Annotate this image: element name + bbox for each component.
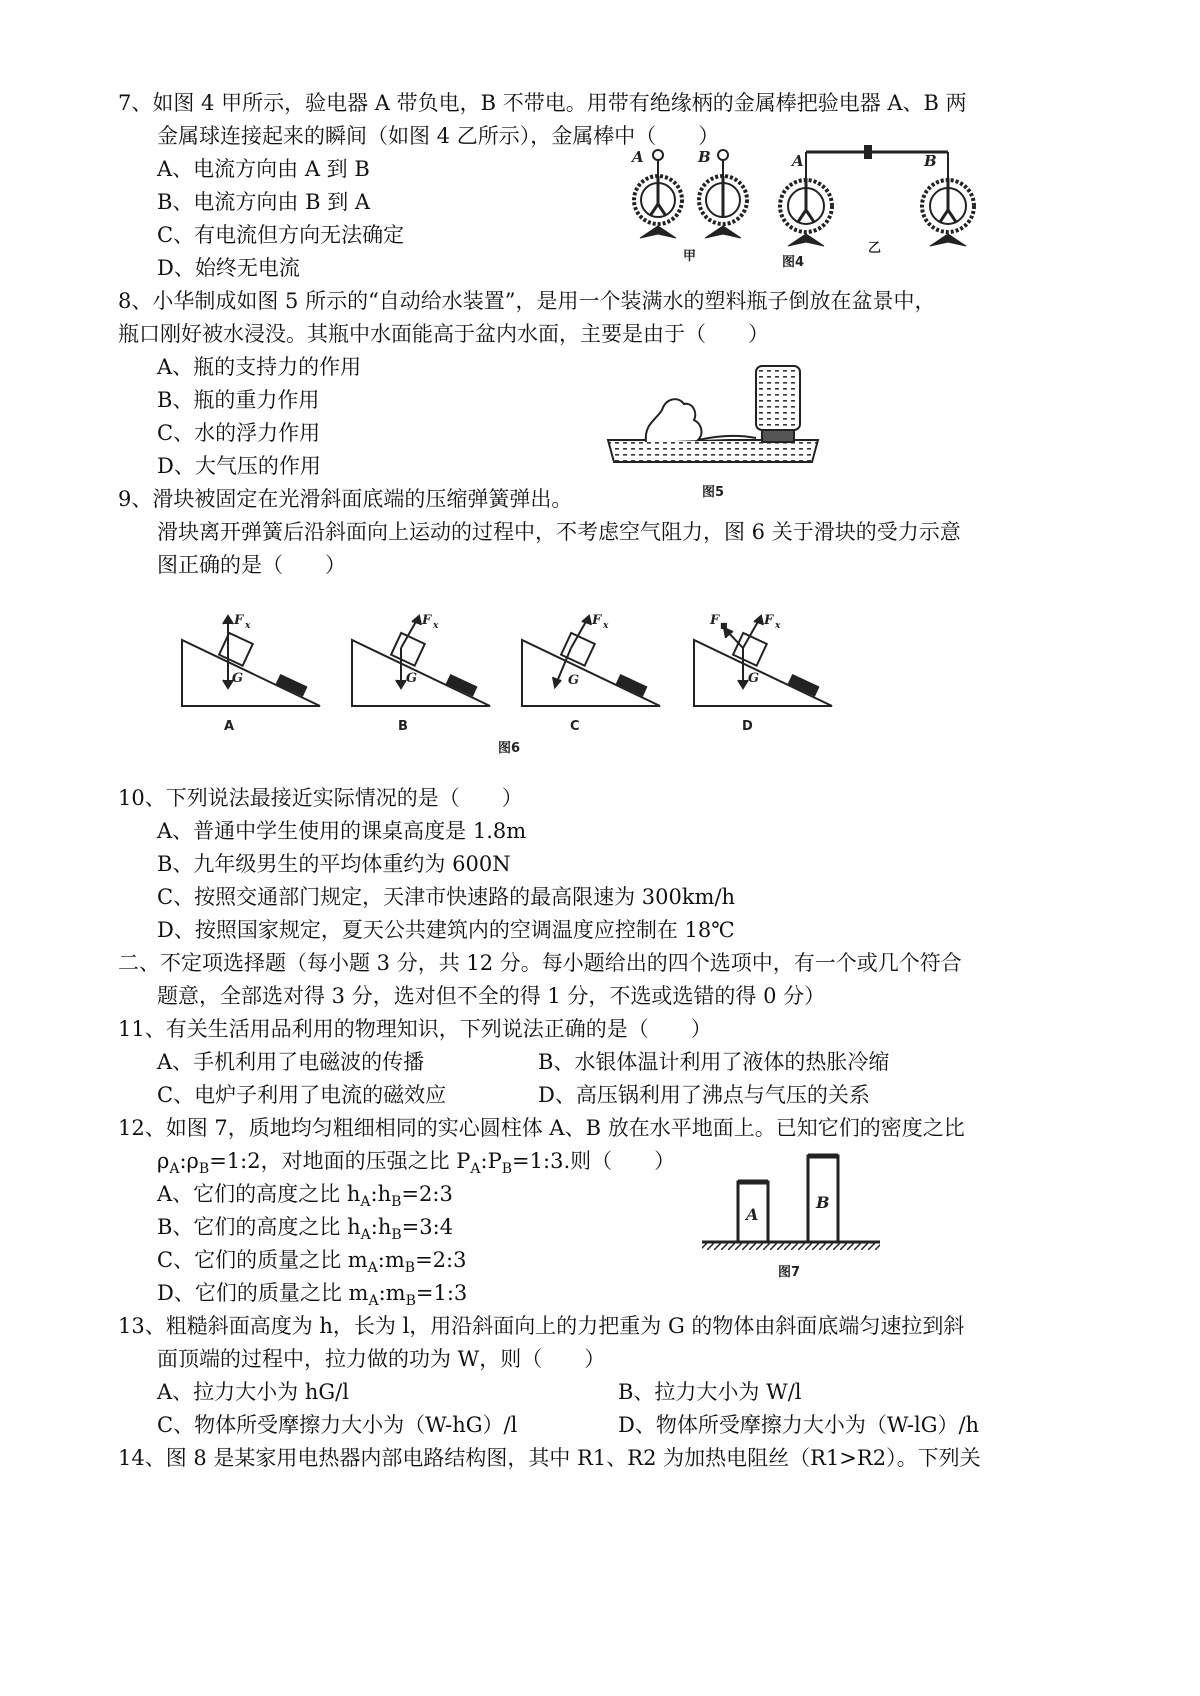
q7-stem-line1: 7、如图 4 甲所示，验电器 A 带负电，B 不带电。用带有绝缘柄的金属棒把验电器 A、B 两 [118, 91, 967, 115]
q10-stem: 10、下列说法最接近实际情况的是（ ） [118, 786, 523, 810]
p-sub-b: B [501, 1161, 513, 1178]
fig6-d-force-n: F [764, 613, 774, 628]
fig6-a-force-sub: x [245, 621, 251, 631]
q12-stem-mid: =1:2，对地面的压强之比 P [209, 1149, 471, 1173]
fig4-label-b1: B [698, 148, 711, 166]
q11-option-c: C、电炉子利用了电流的磁效应 [157, 1083, 447, 1107]
q8-option-a: A、瓶的支持力的作用 [157, 355, 362, 379]
q9-stem-line1: 9、滑块被固定在光滑斜面底端的压缩弹簧弹出。 [118, 487, 573, 511]
fig6-caption: 图6 [498, 741, 521, 756]
fig6-label-b: B [398, 719, 408, 734]
incline-a [182, 616, 320, 706]
q13-stem-line1: 13、粗糙斜面高度为 h，长为 l，用沿斜面向上的力把重为 G 的物体由斜面底端匀速拉到斜 [118, 1314, 965, 1338]
incline-d [694, 616, 832, 706]
fig4-caption: 图4 [782, 255, 805, 270]
q7-stem-line2: 金属球连接起来的瞬间（如图 4 乙所示），金属棒中（ ） [157, 124, 720, 148]
fig4-label-b2: B [924, 152, 937, 170]
fig6-label-c: C [570, 719, 580, 734]
fig6-c-gravity: G [568, 673, 580, 688]
fig6-d-force-sub: x [775, 621, 781, 631]
q13-option-d: D、物体所受摩擦力大小为（W-lG）/h [618, 1413, 980, 1437]
q8-stem-line1: 8、小华制成如图 5 所示的“自动给水装置”，是用一个装满水的塑料瓶子倒放在盆景中， [118, 289, 936, 313]
q7-option-c: C、有电流但方向无法确定 [157, 223, 405, 247]
q12-ratio-sep: :ρ [179, 1149, 199, 1173]
q14-stem-line1: 14、图 8 是某家用电热器内部电路结构图，其中 R1、R2 为加热电阻丝（R1>R2）。下列关 [118, 1446, 981, 1470]
electroscope-a-connected [780, 152, 832, 246]
q7-option-d: D、始终无电流 [157, 256, 300, 280]
section2-heading-line2: 题意，全部选对得 3 分，选对但不全的得 1 分，不选或选错的得 0 分） [157, 984, 826, 1008]
fig6-c-force-sub: x [603, 621, 609, 631]
q11-stem: 11、有关生活用品利用的物理知识，下列说法正确的是（ ） [118, 1017, 712, 1041]
rho-sub-b: B [198, 1161, 210, 1178]
fig7-label-a: A [746, 1205, 759, 1224]
fig6-label-a: A [224, 719, 235, 734]
q8-option-d: D、大气压的作用 [157, 454, 321, 478]
q13-option-c: C、物体所受摩擦力大小为（W-hG）/l [157, 1413, 518, 1437]
fig6-d-friction-sub: ■ [720, 620, 728, 630]
q12-option-c: C、它们的质量之比 $m_A:m_B=2:3$ [157, 1248, 467, 1277]
fig6-c-force-n: F [592, 613, 602, 628]
fig6-d-gravity: G [748, 671, 760, 686]
q10-option-a: A、普通中学生使用的课桌高度是 1.8m [157, 819, 527, 843]
fig6-d-friction: F [710, 613, 720, 628]
rho-symbol: ρ [157, 1149, 170, 1173]
q8-option-b: B、瓶的重力作用 [157, 388, 320, 412]
q11-option-b: B、水银体温计利用了液体的热胀冷缩 [538, 1050, 890, 1074]
q13-option-a: A、拉力大小为 hG/l [157, 1380, 349, 1404]
q13-stem-line2: 面顶端的过程中，拉力做的功为 W，则（ ） [157, 1347, 606, 1371]
fig4-sub-yi: 乙 [868, 241, 882, 256]
q10-option-b: B、九年级男生的平均体重约为 600N [157, 852, 511, 876]
q10-option-d: D、按照国家规定，夏天公共建筑内的空调温度应控制在 18℃ [157, 918, 735, 942]
q11-option-a: A、手机利用了电磁波的传播 [157, 1050, 425, 1074]
fig6-b-force-n: F [422, 613, 432, 628]
fig7-caption: 图7 [778, 1265, 801, 1280]
q12-p-sep: :P [480, 1149, 502, 1173]
q12-option-b: B、它们的高度之比 $h_A:h_B=3:4$ [157, 1215, 454, 1244]
rho-sub-a: A [169, 1161, 180, 1178]
q12-stem-tail: =1:3.则（ ） [512, 1149, 676, 1173]
fig6-label-d: D [742, 719, 753, 734]
incline-b [352, 616, 490, 706]
figure-6 [170, 604, 850, 764]
q7-option-a: A、电流方向由 A 到 B [157, 157, 370, 181]
q9-stem-line2: 滑块离开弹簧后沿斜面向上运动的过程中，不考虑空气阻力，图 6 关于滑块的受力示意 [157, 520, 961, 544]
p-sub-a: A [470, 1161, 481, 1178]
figure-7 [700, 1152, 900, 1284]
fig5-caption: 图5 [702, 485, 725, 500]
figure-5 [606, 362, 826, 502]
figure-4 [628, 140, 1018, 290]
q12-stem-line1: 12、如图 7，质地均匀粗细相同的实心圆柱体 A、B 放在水平地面上。已知它们的密度之比 [118, 1116, 965, 1140]
fig6-b-force-sub: x [433, 621, 439, 631]
q8-option-c: C、水的浮力作用 [157, 421, 321, 445]
q11-option-d: D、高压锅利用了沸点与气压的关系 [538, 1083, 870, 1107]
inverted-bottle [756, 366, 800, 442]
q12-option-a: A、它们的高度之比 $h_A:h_B=2:3$ [157, 1182, 453, 1211]
section2-heading-line1: 二、不定项选择题（每小题 3 分，共 12 分。每小题给出的四个选项中，有一个或几个符合 [118, 951, 962, 975]
q9-stem-line3: 图正确的是（ ） [157, 553, 346, 577]
fig4-label-a1: A [632, 148, 644, 166]
fig6-a-force-n: F [234, 613, 244, 628]
q13-option-b: B、拉力大小为 W/l [618, 1380, 802, 1404]
q8-stem-line2: 瓶口刚好被水浸没。其瓶中水面能高于盆内水面，主要是由于（ ） [118, 322, 769, 346]
q10-option-c: C、按照交通部门规定，天津市快速路的最高限速为 300km/h [157, 885, 736, 909]
fig4-sub-jia: 甲 [683, 249, 697, 264]
q12-option-d: D、它们的质量之比 $m_A:m_B=1:3$ [157, 1281, 468, 1310]
q7-option-b: B、电流方向由 B 到 A [157, 190, 371, 214]
incline-c [522, 616, 660, 706]
fig7-label-b: B [816, 1193, 830, 1212]
fig6-a-gravity: G [232, 671, 244, 686]
fig4-label-a2: A [792, 152, 804, 170]
fig6-b-gravity: G [406, 671, 418, 686]
